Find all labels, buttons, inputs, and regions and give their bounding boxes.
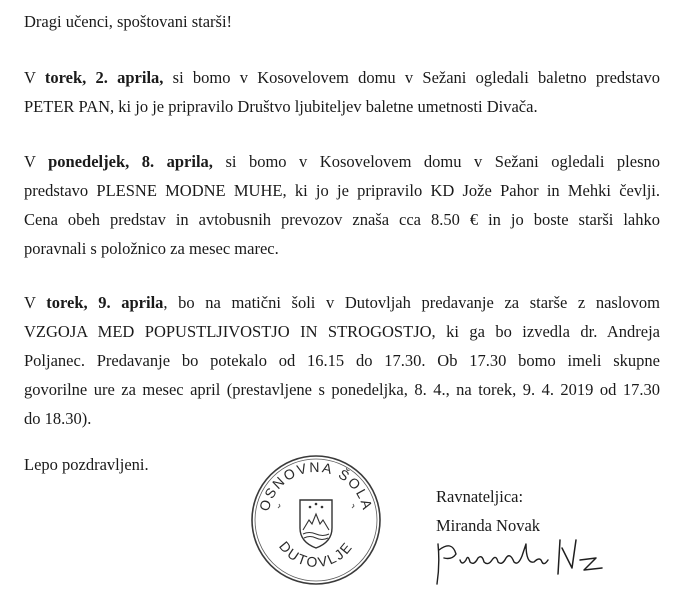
text-run: V — [24, 152, 49, 171]
handwritten-signature — [430, 520, 610, 590]
date-highlight: torek, 9. aprila — [46, 293, 164, 312]
paragraph-line — [24, 147, 660, 176]
text-run: , bo na matični šoli v Dutovljah predavanje za starše z naslovom — [163, 293, 660, 312]
date-highlight: torek, 2. aprila, — [44, 68, 164, 87]
paragraph-lecture — [24, 288, 660, 433]
text-run: V — [24, 68, 45, 87]
paragraph-line: Cena obeh predstav in avtobusnih prevozov znaša cca 8.50 € in jo boste starši lahko — [24, 210, 660, 229]
text-run: si bomo v Kosovelovem domu v Sežani ogledali baletno predstavo — [163, 68, 660, 87]
text-run: V — [24, 293, 47, 312]
signatory-name: Miranda Novak — [436, 516, 541, 535]
paragraph-line — [24, 63, 660, 92]
paragraph-line: Poljanec. Predavanje bo potekalo od 16.15 do 17.30. Ob 17.30 bomo imeli skupne — [24, 351, 660, 370]
date-highlight: ponedeljek, 8. aprila, — [48, 152, 213, 171]
text-run: si bomo v Kosovelovem domu v Sežani ogledali plesno — [212, 152, 660, 171]
stamp-top-text: OSNOVNA ŠOLA — [255, 458, 377, 513]
paragraph-line: govorilne ure za mesec april (prestavljene s ponedeljka, 8. 4., na torek, 9. 4. 2019 od 17.30 — [24, 380, 660, 399]
signatory-role: Ravnateljica: — [436, 487, 524, 506]
paragraph-line: do 18.30). — [24, 409, 92, 428]
paragraph-line: PETER PAN, ki jo je pripravilo Društvo ljubiteljev baletne umetnosti Divača. — [24, 97, 538, 116]
stamp-bottom-text: DUTOVLJE — [276, 538, 356, 571]
paragraph-ballet — [24, 63, 660, 121]
closing-line: Lepo pozdravljeni. — [24, 455, 149, 474]
paragraph-line — [24, 288, 660, 317]
paragraph-dance — [24, 147, 660, 263]
paragraph-line: predstavo PLESNE MODNE MUHE, ki jo je pripravilo KD Jože Pahor in Mehki čevlji. — [24, 181, 660, 200]
paragraph-line: poravnali s položnico za mesec marec. — [24, 239, 279, 258]
paragraph-line: VZGOJA MED POPUSTLJIVOSTJO IN STROGOSTJO, ki ga bo izvedla dr. Andreja — [24, 322, 660, 341]
greeting: Dragi učenci, spoštovani starši! — [24, 12, 233, 31]
school-stamp — [248, 448, 384, 588]
